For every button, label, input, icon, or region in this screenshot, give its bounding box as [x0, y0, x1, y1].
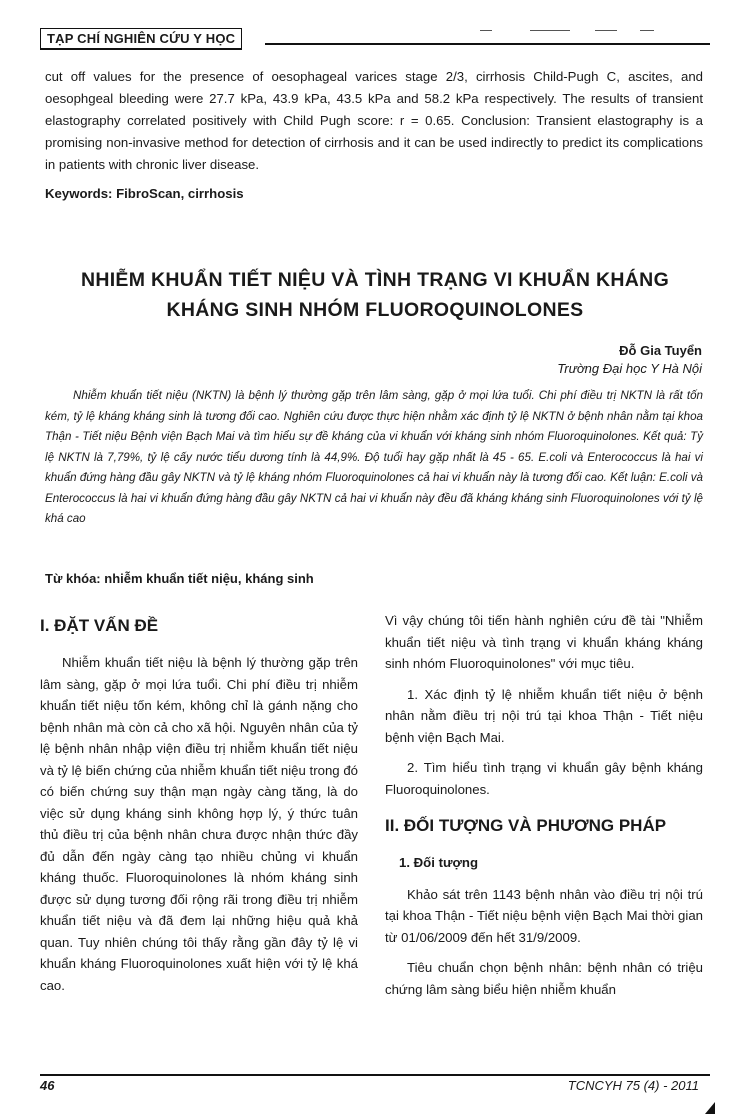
header-dash: [640, 30, 654, 31]
introduction-paragraph: Nhiễm khuẩn tiết niệu là bệnh lý thường gặp trên lâm sàng, gặp ở mọi lứa tuổi. Chi phí điều trị nhiễm khuẩn tiết niệu tốn kém, không chỉ là gánh nặng cho bệnh nhân mà còn cả cho xã hội. Nguyên nhân của tỷ lệ bệnh nhân nhập viện điều trị nhiễm khuẩn tiết niệu và tỷ lệ biến chứng của nhiễm khuẩn tiết niệu trong đó có biến chứng suy thận mạn ngày càng tăng, là do việc sử dụng kháng sinh không hợp lý, ý thức tuân thủ điều trị của bệnh nhân chưa được nhận thức đầy đủ dẫn đến ngày càng tạo nhiều chủng vi khuẩn kháng thuốc. Fluoroquinolones là nhóm kháng sinh được sử dụng tương đối rộng rãi trong điều trị nhiễm khuẩn tiết niệu và đã đem lại những hiệu quả khả quan. Tuy nhiên chúng tôi thấy rằng gần đây tỷ lệ vi khuẩn kháng Fluoroquinolones xuất hiện với tỷ lệ khá cao.: [40, 655, 358, 993]
english-keywords: Keywords: FibroScan, cirrhosis: [45, 186, 244, 201]
header-dash: [480, 30, 492, 31]
objective-1: 1. Xác định tỷ lệ nhiễm khuẩn tiết niệu ở bệnh nhân nằm điều trị nội trú tại khoa Thận - Tiết niệu bệnh viện Bạch Mai.: [385, 686, 703, 745]
section-heading-methods: II. ĐỐI TƯỢNG VÀ PHƯƠNG PHÁP: [385, 816, 667, 835]
right-column: [385, 610, 703, 1009]
objective-2: 2. Tìm hiểu tình trạng vi khuẩn gây bệnh kháng Fluoroquinolones.: [385, 760, 703, 797]
header-dash: [530, 30, 570, 31]
header-rule: [265, 43, 710, 45]
left-column: [40, 610, 358, 1005]
page-number: 46: [40, 1078, 55, 1093]
journal-header: [40, 22, 710, 52]
corner-mark: [705, 1102, 715, 1114]
objectives-intro-paragraph: Vì vậy chúng tôi tiến hành nghiên cứu đề tài "Nhiễm khuẩn tiết niệu và tình trạng vi khuẩn kháng kháng sinh nhóm Fluoroquinolones" với mục tiêu.: [385, 613, 703, 671]
article-title: [40, 265, 710, 325]
author-name: Đỗ Gia Tuyển: [619, 343, 702, 358]
journal-name: TẠP CHÍ NGHIÊN CỨU Y HỌC: [40, 28, 242, 50]
footer-journal-issue: TCNCYH 75 (4) - 2011: [567, 1078, 699, 1093]
author-affiliation: Trường Đại học Y Hà Nội: [557, 361, 702, 376]
subjects-paragraph: Khảo sát trên 1143 bệnh nhân vào điều trị nội trú tại khoa Thận - Tiết niệu bệnh viện Bạch Mai thời gian từ 01/06/2009 đến hết 31/9/2009.: [385, 886, 703, 945]
vietnamese-keywords: Từ khóa: nhiễm khuẩn tiết niệu, kháng sinh: [45, 571, 314, 586]
section-heading-introduction: I. ĐẶT VẤN ĐỀ: [40, 616, 159, 635]
footer-rule: [40, 1074, 710, 1076]
inclusion-criteria-paragraph: Tiêu chuẩn chọn bệnh nhân: bệnh nhân có triệu chứng lâm sàng biểu hiện nhiễm khuẩn: [385, 960, 703, 997]
english-abstract: cut off values for the presence of oesophageal varices stage 2/3, cirrhosis Child-Pugh C, ascites, and oesophgeal bleeding were 27.7 kPa, 43.9 kPa, 43.5 kPa and 58.2 kPa respectively. The results of transient elastography correlated positively with Child Pugh score: r = 0.65. Conclusion: Transient elastography is a promising non-invasive method for detection of cirrhosis and it can be used indirectly to predict its complications in patients with chronic liver disease.: [45, 69, 703, 172]
article-title-line-2: KHÁNG SINH NHÓM FLUOROQUINOLONES: [166, 299, 584, 321]
vietnamese-abstract: Nhiễm khuẩn tiết niệu (NKTN) là bệnh lý thường gặp trên lâm sàng, gặp ở mọi lứa tuổi. Chi phí điều trị NKTN là rất tốn kém, tỷ lệ kháng kháng sinh là tương đối cao. Nghiên cứu được thực hiện nhằm xác định tỷ lệ NKTN ở bệnh nhân nằm tại khoa Thận - Tiết niệu Bệnh viện Bạch Mai và tìm hiểu sự đề kháng của vi khuẩn với kháng sinh nhóm Fluoroquinolones. Kết quả: Tỷ lệ NKTN là 7,79%, tỷ lệ cấy nước tiểu dương tính là 44,9%. Độ tuổi hay gặp nhất là 45 - 65. E.coli và Enterococcus là hai vi khuẩn đứng hàng đầu gây NKTN và tỷ lệ kháng nhóm Fluoroquinolones cả hai vi khuẩn này là tương đối cao. Kết luận: E.coli và Enterococcus là hai vi khuẩn đứng hàng đầu gây NKTN cả hai vi khuẩn này đều đã kháng kháng sinh Fluoroquinolones với tỷ lệ khá cao: [45, 389, 703, 525]
article-title-line-1: NHIỄM KHUẨN TIẾT NIỆU VÀ TÌNH TRẠNG VI KHUẨN KHÁNG: [80, 269, 670, 291]
subsection-heading-subjects: 1. Đối tượng: [399, 855, 478, 870]
header-dash: [595, 30, 617, 31]
